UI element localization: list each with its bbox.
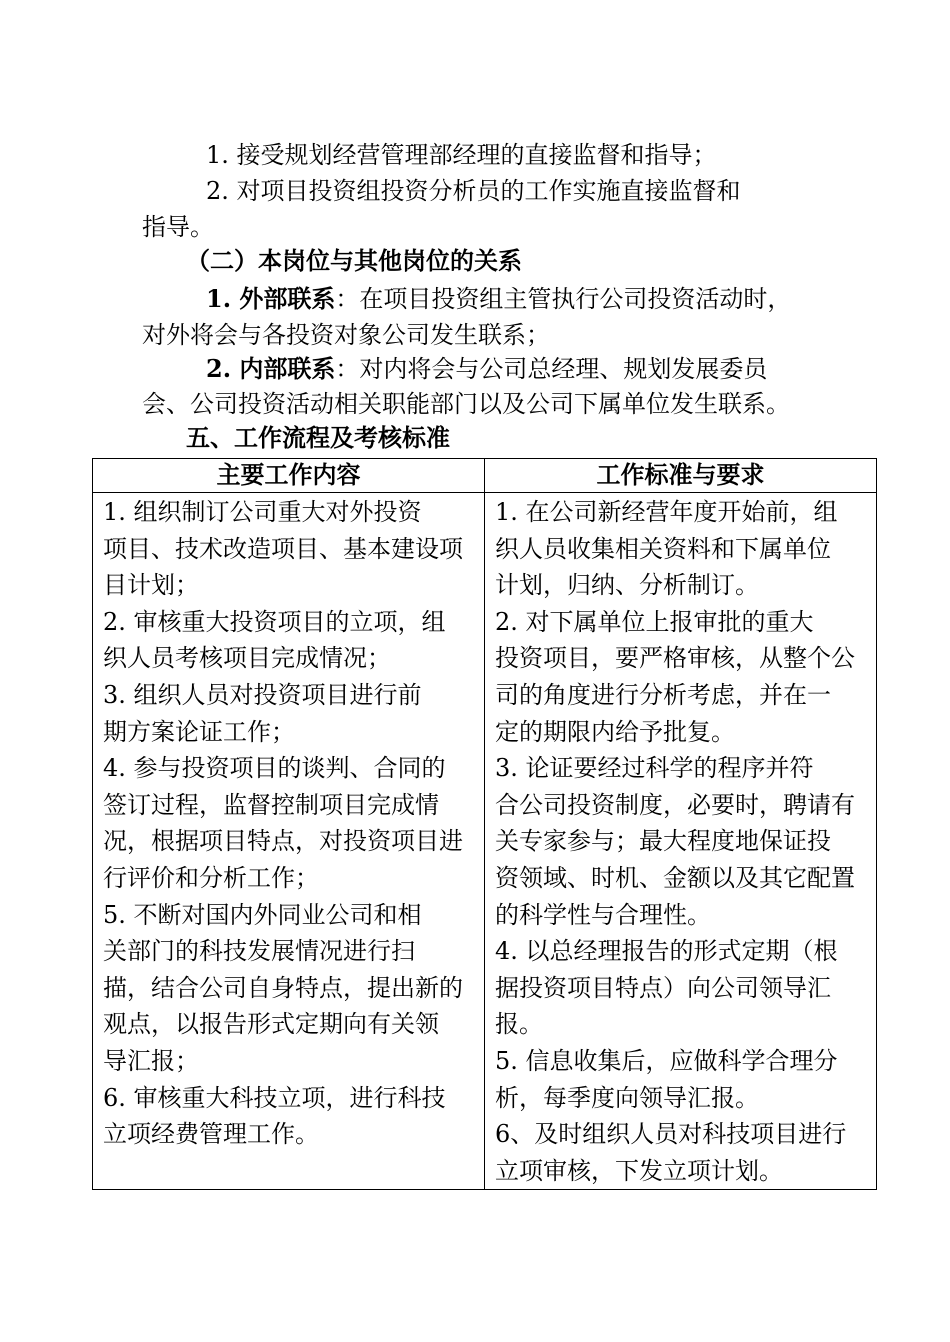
main-work-line: 织人员考核项目完成情况； (103, 644, 391, 673)
internal-relation-text: ：对内将会与公司总经理、规划发展委员 (335, 355, 768, 383)
external-relation-line1 (206, 282, 791, 316)
main-work-line: 立项经费管理工作。 (103, 1120, 319, 1149)
item-2-supervision: 2. 对项目投资组投资分析员的工作实施直接监督和 (206, 177, 741, 205)
main-work-line: 行评价和分析工作； (103, 863, 319, 892)
external-relation-line2: 对外将会与各投资对象公司发生联系； (142, 321, 550, 349)
table-row (93, 493, 877, 1190)
external-relation-text: ：在项目投资组主管执行公司投资活动时， (335, 285, 792, 313)
internal-relation-line2: 会、公司投资活动相关职能部门以及公司下属单位发生联系。 (142, 390, 790, 418)
section-relations-heading: （二）本岗位与其他岗位的关系 (186, 246, 522, 275)
main-work-line: 5. 不断对国内外同业公司和相 (103, 900, 422, 929)
standards-line: 织人员收集相关资料和下属单位 (495, 534, 831, 563)
item-2-supervision-cont: 指导。 (142, 213, 214, 241)
standards-line: 的科学性与合理性。 (495, 900, 711, 929)
standards-line: 司的角度进行分析考虑，并在一 (495, 680, 831, 709)
internal-relation-line1 (206, 352, 767, 386)
main-work-line: 6. 审核重大科技立项，进行科技 (103, 1083, 446, 1112)
standards-line: 资领域、时机、金额以及其它配置 (495, 863, 855, 892)
standards-line: 析，每季度向领导汇报。 (495, 1083, 759, 1112)
table-header-row (93, 459, 877, 493)
main-work-line: 关部门的科技发展情况进行扫 (103, 937, 415, 966)
standards-line: 关专家参与；最大程度地保证投 (495, 827, 831, 856)
main-work-line: 况，根据项目特点，对投资项目进 (103, 827, 463, 856)
standards-line: 投资项目，要严格审核，从整个公 (495, 644, 855, 673)
main-work-line: 描，结合公司自身特点，提出新的 (103, 973, 463, 1002)
main-work-line: 期方案论证工作； (103, 717, 295, 746)
main-work-line: 观点，以报告形式定期向有关领 (103, 1010, 439, 1039)
main-work-line: 4. 参与投资项目的谈判、合同的 (103, 754, 446, 783)
header-main-work: 主要工作内容 (93, 459, 485, 493)
standards-line: 定的期限内给予批复。 (495, 717, 735, 746)
standards-line: 合公司投资制度，必要时，聘请有 (495, 790, 855, 819)
standards-line: 6、及时组织人员对科技项目进行 (495, 1120, 847, 1149)
main-work-line: 签订过程，监督控制项目完成情 (103, 790, 439, 819)
main-work-line: 项目、技术改造项目、基本建设项 (103, 534, 463, 563)
workflow-table (92, 458, 877, 1190)
main-work-line: 3. 组织人员对投资项目进行前 (103, 680, 422, 709)
standards-line: 立项审核，下发立项计划。 (495, 1156, 783, 1185)
standards-line: 报。 (495, 1010, 543, 1039)
standards-line: 据投资项目特点）向公司领导汇 (495, 973, 831, 1002)
standards-line: 3. 论证要经过科学的程序并符 (495, 754, 814, 783)
standards-cell (485, 493, 877, 1190)
main-work-line: 目计划； (103, 571, 199, 600)
standards-line: 5. 信息收集后，应做科学合理分 (495, 1046, 838, 1075)
header-standards: 工作标准与要求 (485, 459, 877, 493)
standards-line: 1. 在公司新经营年度开始前，组 (495, 498, 838, 526)
main-work-line: 导汇报； (103, 1046, 199, 1075)
external-relation-label: 1. 外部联系 (206, 284, 336, 313)
main-work-line: 2. 审核重大投资项目的立项，组 (103, 607, 446, 636)
item-1-supervision: 1. 接受规划经营管理部经理的直接监督和指导； (206, 141, 717, 169)
internal-relation-label: 2. 内部联系 (206, 354, 336, 383)
standards-line: 计划，归纳、分析制订。 (495, 571, 759, 600)
standards-line: 2. 对下属单位上报审批的重大 (495, 607, 814, 636)
main-work-line: 1. 组织制订公司重大对外投资 (103, 498, 422, 526)
section-five-heading: 五、工作流程及考核标准 (186, 423, 450, 452)
main-work-cell (93, 493, 485, 1190)
standards-line: 4. 以总经理报告的形式定期（根 (495, 937, 838, 966)
